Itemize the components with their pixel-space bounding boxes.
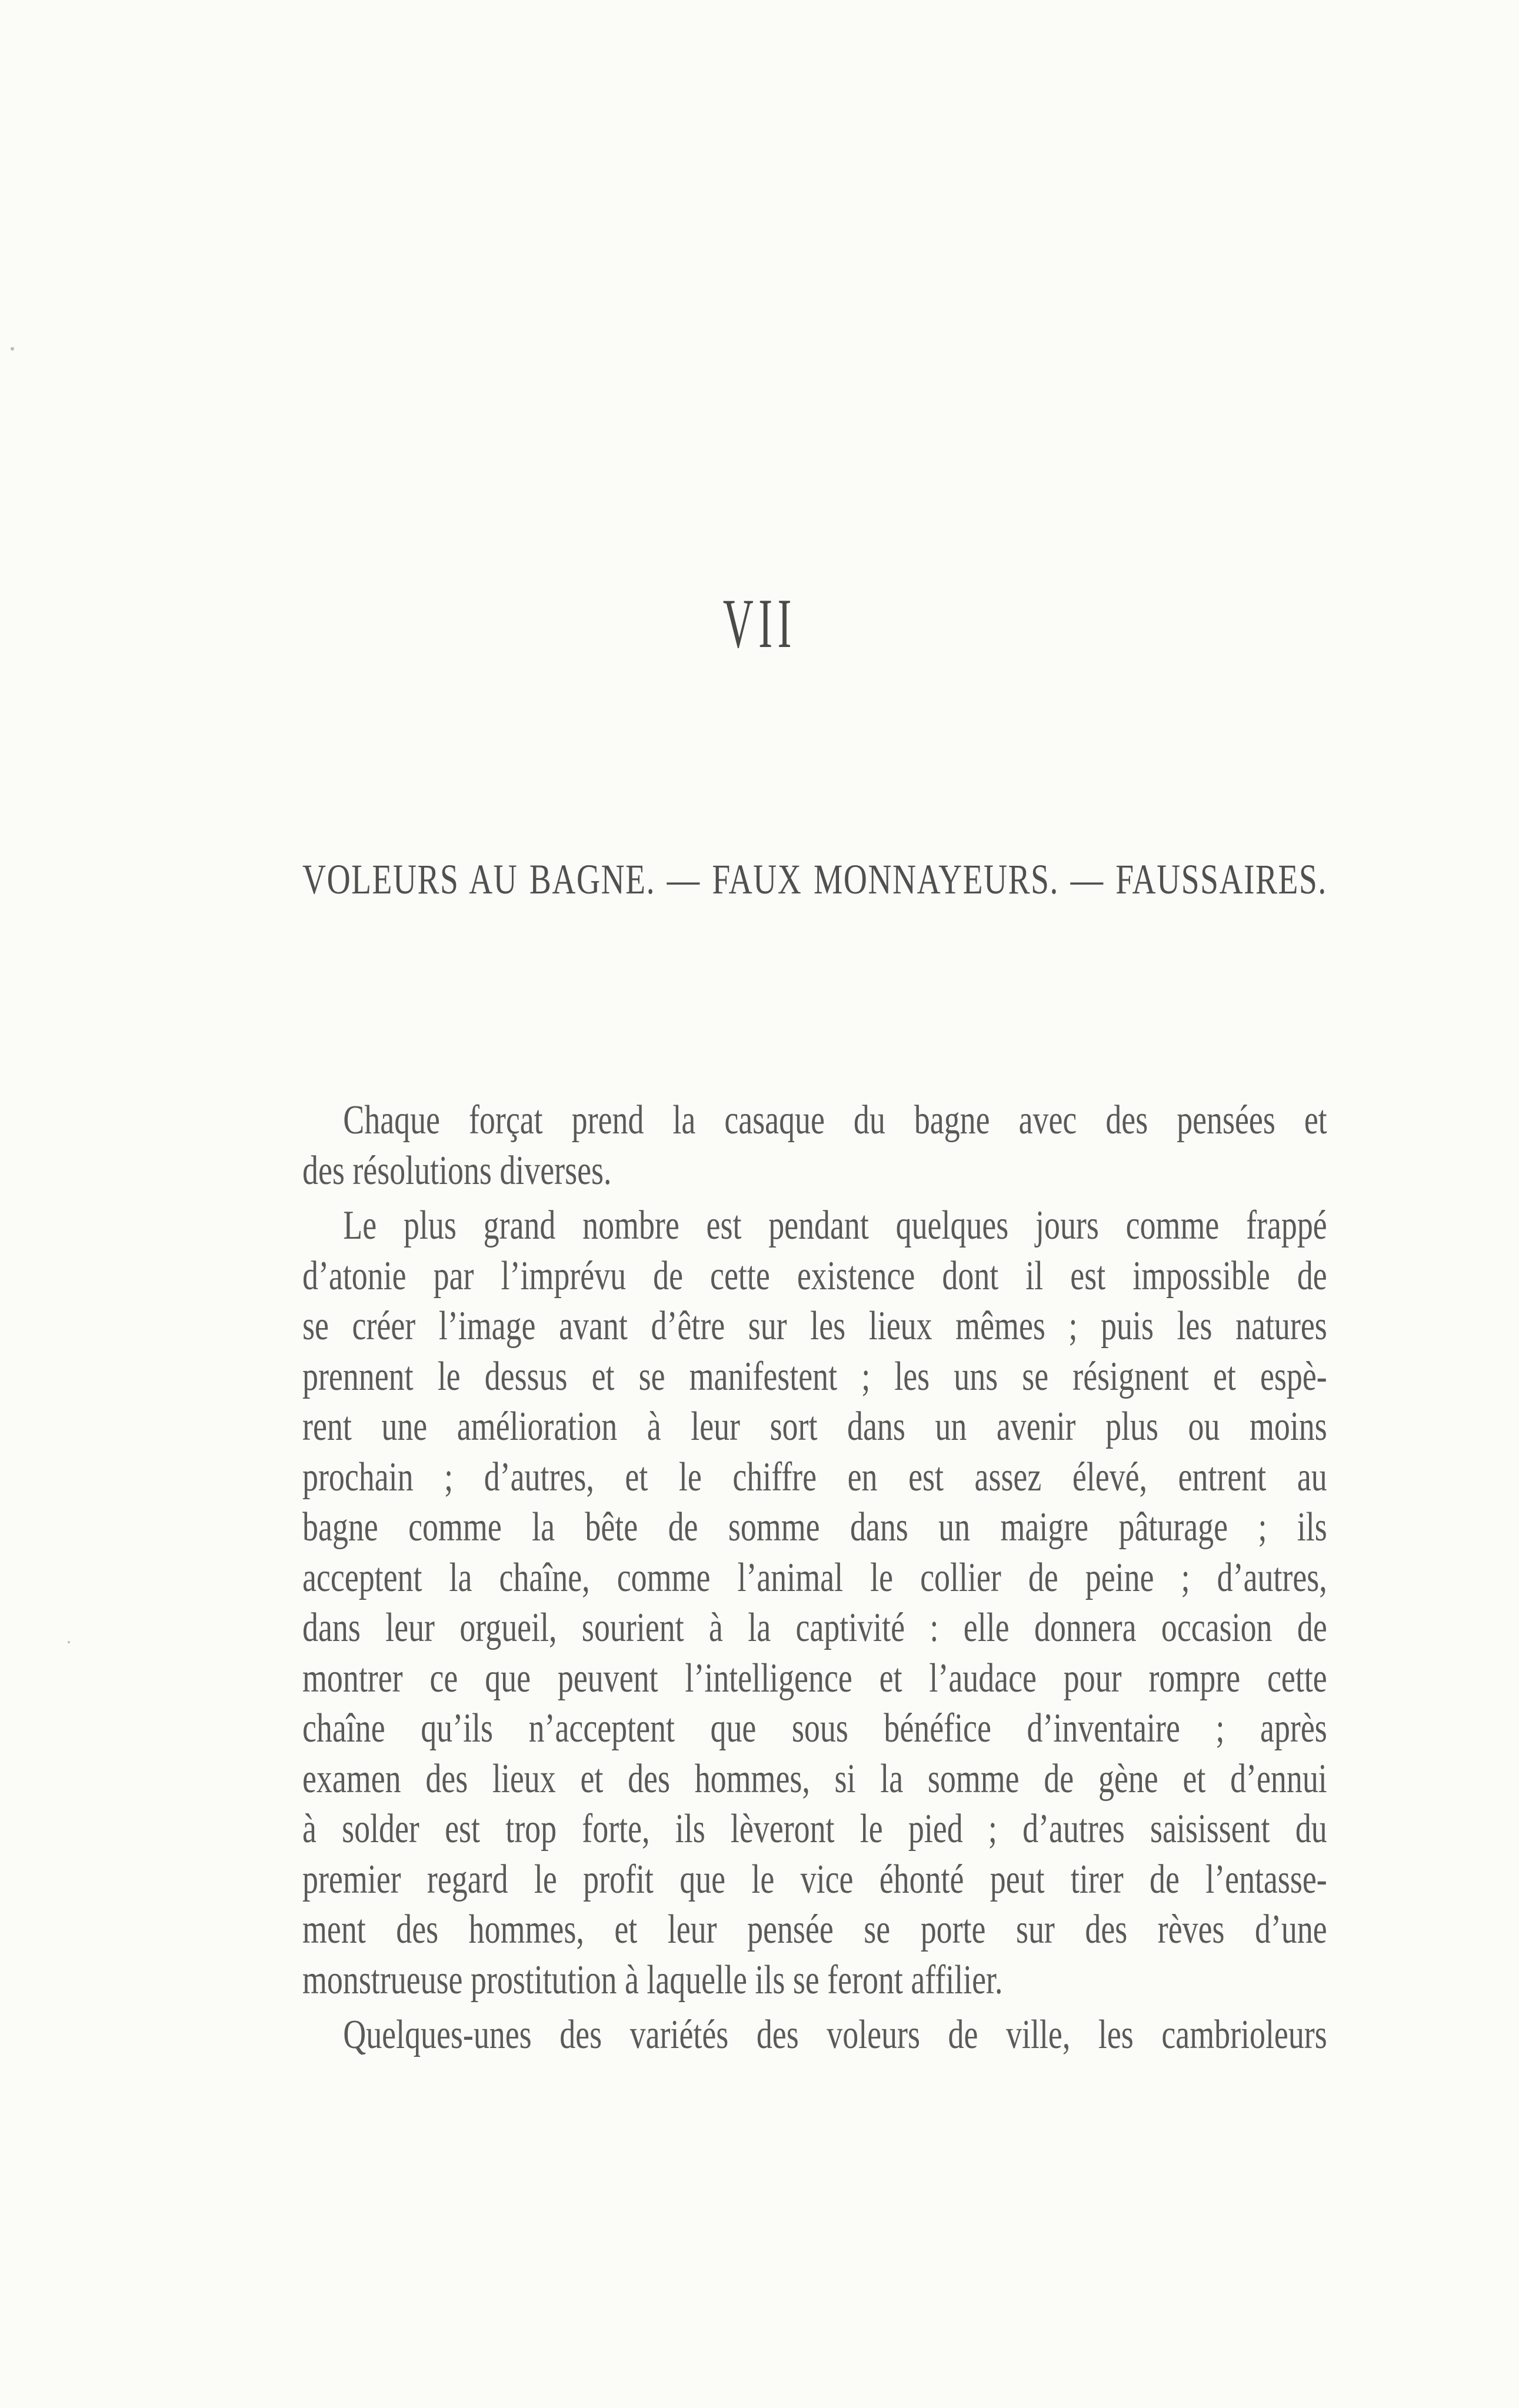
- text-line: bagne comme la bête de somme dans un maigre pâturage ; ils: [302, 1505, 1327, 1550]
- text-line: se créer l’image avant d’être sur les lieux mêmes ; puis les natures: [302, 1303, 1327, 1349]
- paragraph-gap: [302, 1196, 1519, 1200]
- paragraph-gap: [302, 2005, 1519, 2010]
- text-line: à solder est trop forte, ils lèveront le pied ; d’autres saisissent du: [302, 1806, 1327, 1852]
- chapter-number-text: VII: [722, 584, 797, 662]
- text-line: rent une amélioration à leur sort dans un avenir plus ou moins: [302, 1404, 1327, 1449]
- text-line: d’atonie par l’imprévu de cette existence dont il est impossible de: [302, 1253, 1327, 1299]
- text-line: Le plus grand nombre est pendant quelques jours comme frappé: [343, 1203, 1327, 1248]
- text-line: Chaque forçat prend la casaque du bagne avec des pensées et: [343, 1098, 1327, 1143]
- text-line: chaîne qu’ils n’acceptent que sous bénéfice d’inventaire ; après: [302, 1706, 1327, 1751]
- text-line: montrer ce que peuvent l’intelligence et l’audace pour rompre cette: [302, 1655, 1327, 1701]
- text-line: examen des lieux et des hommes, si la somme de gène et d’ennui: [302, 1756, 1327, 1802]
- text-line: des résolutions diverses.: [302, 1148, 612, 1193]
- text-line: dans leur orgueil, sourient à la captivité : elle donnera occasion de: [302, 1605, 1327, 1650]
- text-line: acceptent la chaîne, comme l’animal le collier de peine ; d’autres,: [302, 1555, 1327, 1600]
- scan-speck: [11, 347, 14, 351]
- chapter-number: [0, 584, 1519, 662]
- chapter-title: VOLEURS AU BAGNE. — FAUX MONNAYEURS. — FAUSSAIRES.: [302, 856, 1327, 903]
- text-line: premier regard le profit que le vice éhonté peut tirer de l’entasse-: [302, 1856, 1327, 1902]
- text-line: prochain ; d’autres, et le chiffre en est assez élevé, entrent au: [302, 1454, 1327, 1500]
- text-line: ment des hommes, et leur pensée se porte sur des rèves d’une: [302, 1907, 1327, 1952]
- text-line: prennent le dessus et se manifestent ; les uns se résignent et espè-: [302, 1353, 1327, 1399]
- scan-speck: [68, 1641, 70, 1643]
- body-text: [302, 1095, 1519, 2060]
- text-line: monstrueuse prostitution à laquelle ils se feront affilier.: [302, 1957, 1003, 2003]
- text-line: Quelques-unes des variétés des voleurs de ville, les cambrioleurs: [343, 2012, 1327, 2057]
